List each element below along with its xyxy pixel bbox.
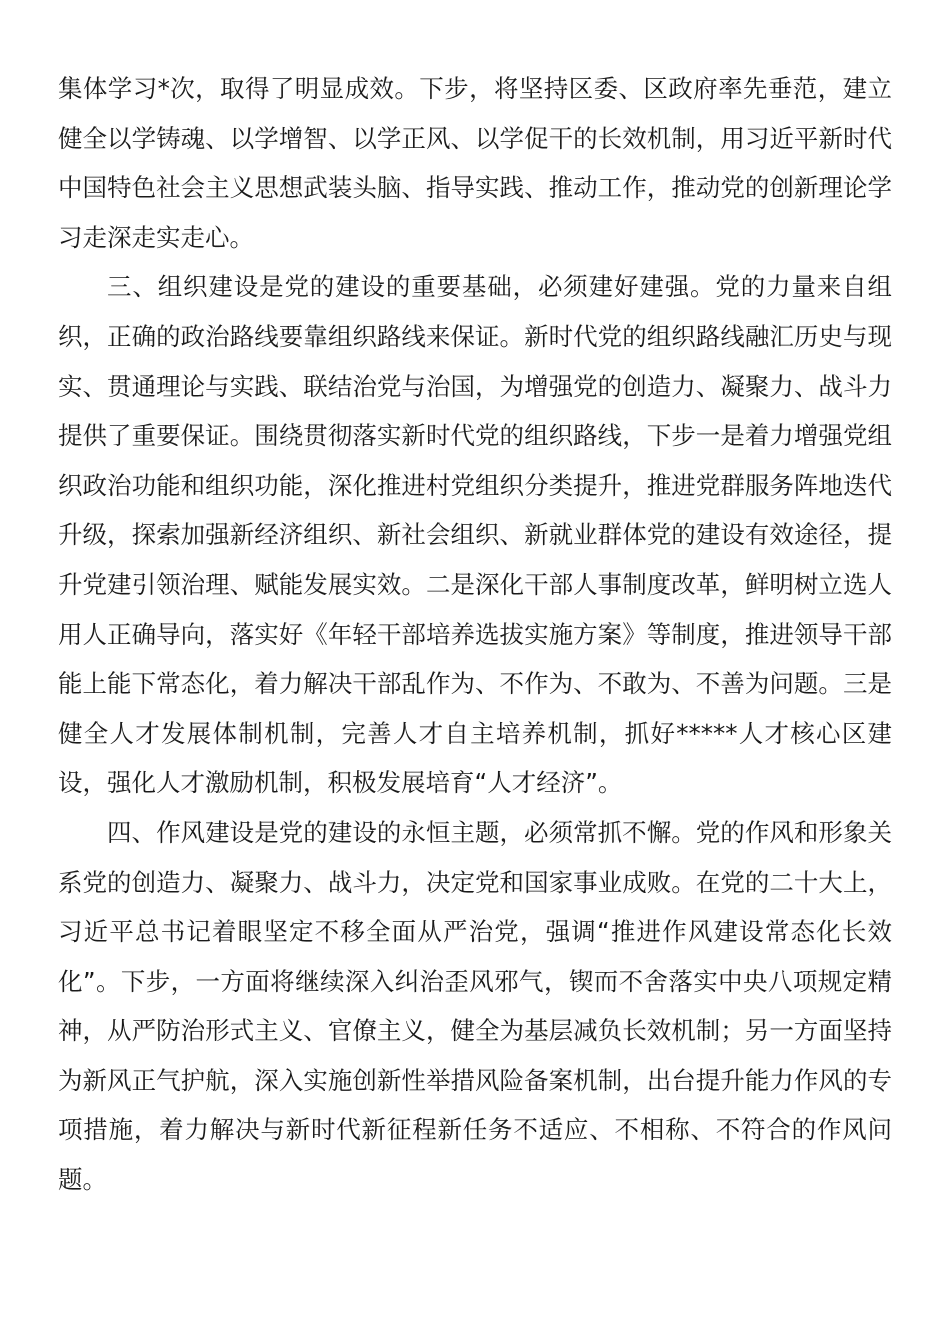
paragraph-work-style-building: 四、作风建设是党的建设的永恒主题，必须常抓不懈。党的作风和形象关系党的创造力、凝聚力、战斗力，决定党和国家事业成败。在党的二十大上，习近平总书记着眼坚定不移全面从严治党，强调“推进作风建设常态化长效化”。下步，一方面将继续深入纠治歪风邪气，锲而不舍落实中央八项规定精神，从严防治形式主义、官僚主义，健全为基层减负长效机制；另一方面坚持为新风正气护航，深入实施创新性举措风险备案机制，出台提升能力作风的专项措施，着力解决与新时代新征程新任务不适应、不相称、不符合的作风问题。 xyxy=(58,817,892,1195)
document-page xyxy=(58,64,892,1205)
paragraph-study-summary: 集体学习*次，取得了明显成效。下步，将坚持区委、区政府率先垂范，建立健全以学铸魂、以学增智、以学正风、以学促干的长效机制，用习近平新时代中国特色社会主义思想武装头脑、指导实践、推动工作，推动党的创新理论学习走深走实走心。 xyxy=(58,74,892,252)
paragraph-organization-building: 三、组织建设是党的建设的重要基础，必须建好建强。党的力量来自组织，正确的政治路线要靠组织路线来保证。新时代党的组织路线融汇历史与现实、贯通理论与实践、联结治党与治国，为增强党的创造力、凝聚力、战斗力提供了重要保证。围绕贯彻落实新时代党的组织路线，下步一是着力增强党组织政治功能和组织功能，深化推进村党组织分类提升，推进党群服务阵地迭代升级，探索加强新经济组织、新社会组织、新就业群体党的建设有效途径，提升党建引领治理、赋能发展实效。二是深化干部人事制度改革，鲜明树立选人用人正确导向，落实好《年轻干部培养选拔实施方案》等制度，推进领导干部能上能下常态化，着力解决干部乱作为、不作为、不敢为、不善为问题。三是健全人才发展体制机制，完善人才自主培养机制，抓好*****人才核心区建设，强化人才激励机制，积极发展培育“人才经济”。 xyxy=(58,272,892,798)
